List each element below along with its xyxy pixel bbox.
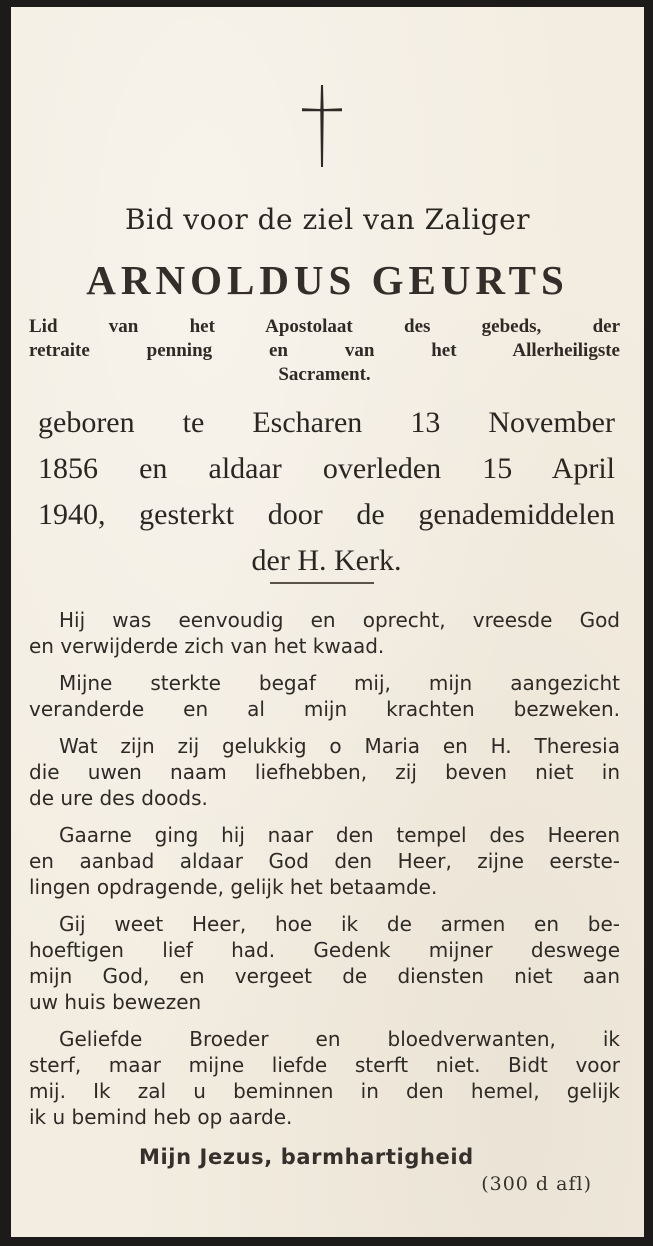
bio-line-1: geboren te Escharen 13 November: [38, 406, 615, 439]
verse-line: veranderde en al mijn krachten bezweken.: [29, 697, 620, 721]
indulgence-note: (300 d afl): [481, 1173, 592, 1195]
card-paper: [11, 7, 644, 1237]
membership-line-3: Sacrament.: [278, 364, 371, 385]
divider-line: [270, 582, 374, 584]
verse-line: de ure des doods.: [29, 786, 208, 810]
membership-line: [29, 363, 620, 387]
verse-line: Hij was eenvoudig en oprecht, vreesde God: [59, 608, 620, 632]
verse-line: uw huis bewezen: [29, 990, 202, 1014]
biography-text: [38, 400, 615, 584]
verse-paragraph: [29, 670, 620, 722]
membership-line-1: Lid van het Apostolaat des gebeds, der: [29, 316, 620, 337]
verse-line: Wat zijn zij gelukkig o Maria en H. Theresia: [59, 734, 620, 758]
verse-line: en verwijderde zich van het kwaad.: [29, 634, 385, 658]
verse-paragraph: [29, 911, 620, 1015]
verse-paragraph: [29, 822, 620, 900]
membership-text: [29, 315, 620, 387]
closing-prayer: Mijn Jezus, barmhartigheid: [139, 1145, 474, 1169]
bio-line-3: 1940, gesterkt door de genademiddelen: [38, 498, 615, 531]
membership-line-2: retraite penning en van het Allerheiligste: [29, 340, 620, 361]
verse-line: sterf, maar mijne liefde sterft niet. Bidt voor: [29, 1053, 620, 1077]
verse-line: Gij weet Heer, hoe ik de armen en be-: [59, 912, 620, 936]
latin-cross-icon: [299, 83, 345, 169]
verse-line: lingen opdragende, gelijk het betaamde.: [29, 875, 438, 899]
verse-line: die uwen naam liefhebben, zij beven niet in: [29, 760, 620, 784]
verses-block: [29, 607, 620, 1141]
verse-paragraph: [29, 1026, 620, 1130]
verse-line: hoeftigen lief had. Gedenk mijner deswege: [29, 938, 620, 962]
verse-line: Mijne sterkte begaf mij, mijn aangezicht: [59, 671, 620, 695]
bio-line-2: 1856 en aldaar overleden 15 April: [38, 452, 615, 485]
verse-paragraph: [29, 607, 620, 659]
deceased-name: ARNOLDUS GEURTS: [86, 257, 569, 303]
verse-line: mij. Ik zal u beminnen in den hemel, gelijk: [29, 1079, 620, 1103]
verse-line: Geliefde Broeder en bloedverwanten, ik: [59, 1027, 620, 1051]
prayer-title: Bid voor de ziel van Zaliger: [124, 203, 531, 236]
verse-line: mijn God, en vergeet de diensten niet aan: [29, 964, 620, 988]
verse-line: ik u bemind heb op aarde.: [29, 1105, 293, 1129]
membership-line: [29, 315, 620, 339]
verse-line: en aanbad aldaar God den Heer, zijne eerste-: [29, 849, 620, 873]
verse-paragraph: [29, 733, 620, 811]
verse-line: Gaarne ging hij naar den tempel des Heeren: [59, 823, 620, 847]
membership-line: [29, 339, 620, 363]
bio-line-4: der H. Kerk.: [251, 544, 402, 577]
